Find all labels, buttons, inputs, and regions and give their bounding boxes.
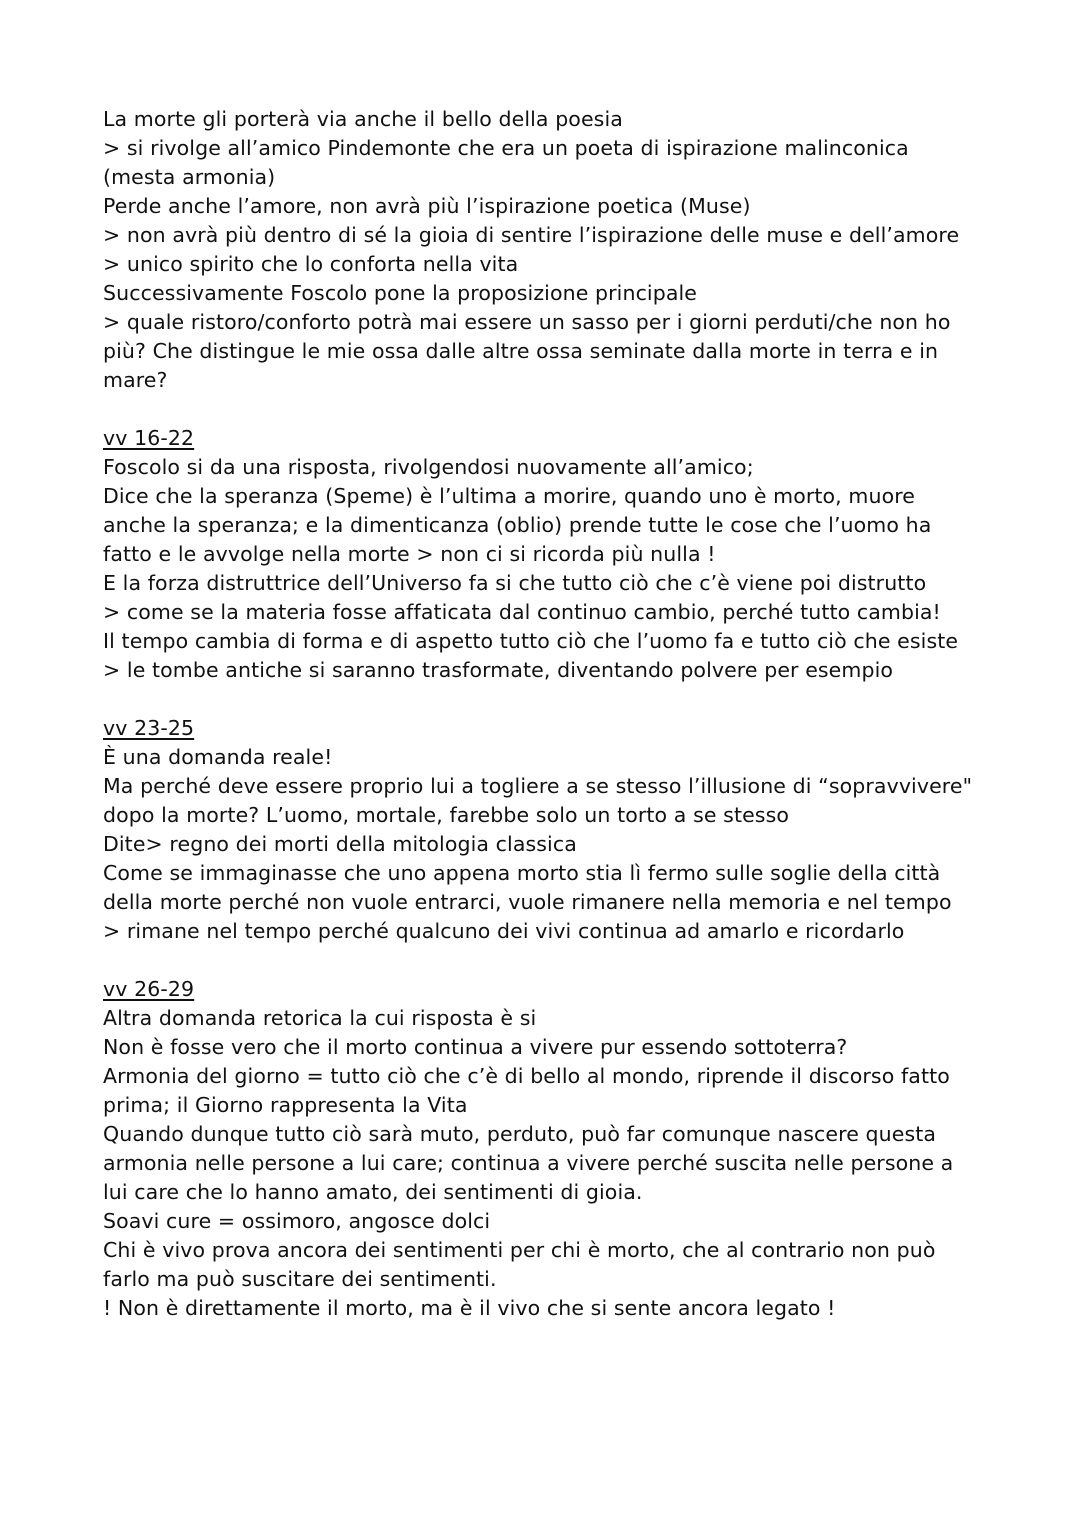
section-vv-16-22: [103, 424, 1003, 685]
text-line: Armonia del giorno = tutto ciò che c’è di bello al mondo, riprende il discorso fatto: [103, 1064, 950, 1088]
text-line: (mesta armonia): [103, 165, 276, 189]
text-line: dopo la morte? L’uomo, mortale, farebbe solo un torto a se stesso: [103, 803, 790, 827]
text-line: della morte perché non vuole entrarci, vuole rimanere nella memoria e nel tempo: [103, 890, 952, 914]
text-line: Quando dunque tutto ciò sarà muto, perduto, può far comunque nascere questa: [103, 1122, 937, 1146]
text-line: > non avrà più dentro di sé la gioia di sentire l’ispirazione delle muse e dell’amore: [103, 223, 960, 247]
text-line: Perde anche l’amore, non avrà più l’ispirazione poetica (Muse): [103, 194, 751, 218]
text-line: È una domanda reale!: [103, 745, 333, 769]
text-line: farlo ma può suscitare dei sentimenti.: [103, 1267, 497, 1291]
text-line: Il tempo cambia di forma e di aspetto tutto ciò che l’uomo fa e tutto ciò che esiste: [103, 629, 959, 653]
section-spacer: [103, 685, 1003, 714]
text-line: Successivamente Foscolo pone la proposizione principale: [103, 281, 698, 305]
text-line: mare?: [103, 368, 168, 392]
text-line: > le tombe antiche si saranno trasformate, diventando polvere per esempio: [103, 658, 894, 682]
section-spacer: [103, 395, 1003, 424]
text-line: ! Non è direttamente il morto, ma è il vivo che si sente ancora legato !: [103, 1296, 836, 1320]
text-line: > quale ristoro/conforto potrà mai essere un sasso per i giorni perduti/che non ho: [103, 310, 951, 334]
text-line: Soavi cure = ossimoro, angosce dolci: [103, 1209, 491, 1233]
text-line: anche la speranza; e la dimenticanza (oblio) prende tutte le cose che l’uomo ha: [103, 513, 932, 537]
text-line: armonia nelle persone a lui care; continua a vivere perché suscita nelle persone a: [103, 1151, 954, 1175]
text-line: Non è fosse vero che il morto continua a vivere pur essendo sottoterra?: [103, 1035, 848, 1059]
document-page: [103, 105, 1003, 1323]
section-heading: vv 26-29: [103, 977, 195, 1001]
text-line: prima; il Giorno rappresenta la Vita: [103, 1093, 468, 1117]
text-line: > come se la materia fosse affaticata dal continuo cambio, perché tutto cambia!: [103, 600, 941, 624]
section-vv-23-25: [103, 714, 1003, 946]
text-line: > si rivolge all’amico Pindemonte che era un poeta di ispirazione malinconica: [103, 136, 909, 160]
section-vv-26-29: [103, 975, 1003, 1323]
text-line: La morte gli porterà via anche il bello della poesia: [103, 107, 623, 131]
section-heading: vv 23-25: [103, 716, 195, 740]
text-line: lui care che lo hanno amato, dei sentimenti di gioia.: [103, 1180, 643, 1204]
text-line: più? Che distingue le mie ossa dalle altre ossa seminate dalla morte in terra e in: [103, 339, 939, 363]
text-line: Foscolo si da una risposta, rivolgendosi nuovamente all’amico;: [103, 455, 754, 479]
text-line: E la forza distruttrice dell’Universo fa si che tutto ciò che c’è viene poi distrutto: [103, 571, 927, 595]
section-heading: vv 16-22: [103, 426, 195, 450]
text-line: Chi è vivo prova ancora dei sentimenti per chi è morto, che al contrario non può: [103, 1238, 936, 1262]
section-spacer: [103, 946, 1003, 975]
text-line: fatto e le avvolge nella morte > non ci si ricorda più nulla !: [103, 542, 716, 566]
text-line: > unico spirito che lo conforta nella vita: [103, 252, 519, 276]
section-intro: [103, 105, 1003, 395]
text-line: Altra domanda retorica la cui risposta è si: [103, 1006, 537, 1030]
text-line: Dite> regno dei morti della mitologia classica: [103, 832, 577, 856]
text-line: Come se immaginasse che uno appena morto stia lì fermo sulle soglie della città: [103, 861, 941, 885]
text-line: > rimane nel tempo perché qualcuno dei vivi continua ad amarlo e ricordarlo: [103, 919, 905, 943]
text-line: Dice che la speranza (Speme) è l’ultima a morire, quando uno è morto, muore: [103, 484, 916, 508]
text-line: Ma perché deve essere proprio lui a togliere a se stesso l’illusione di “sopravvivere": [103, 774, 973, 798]
